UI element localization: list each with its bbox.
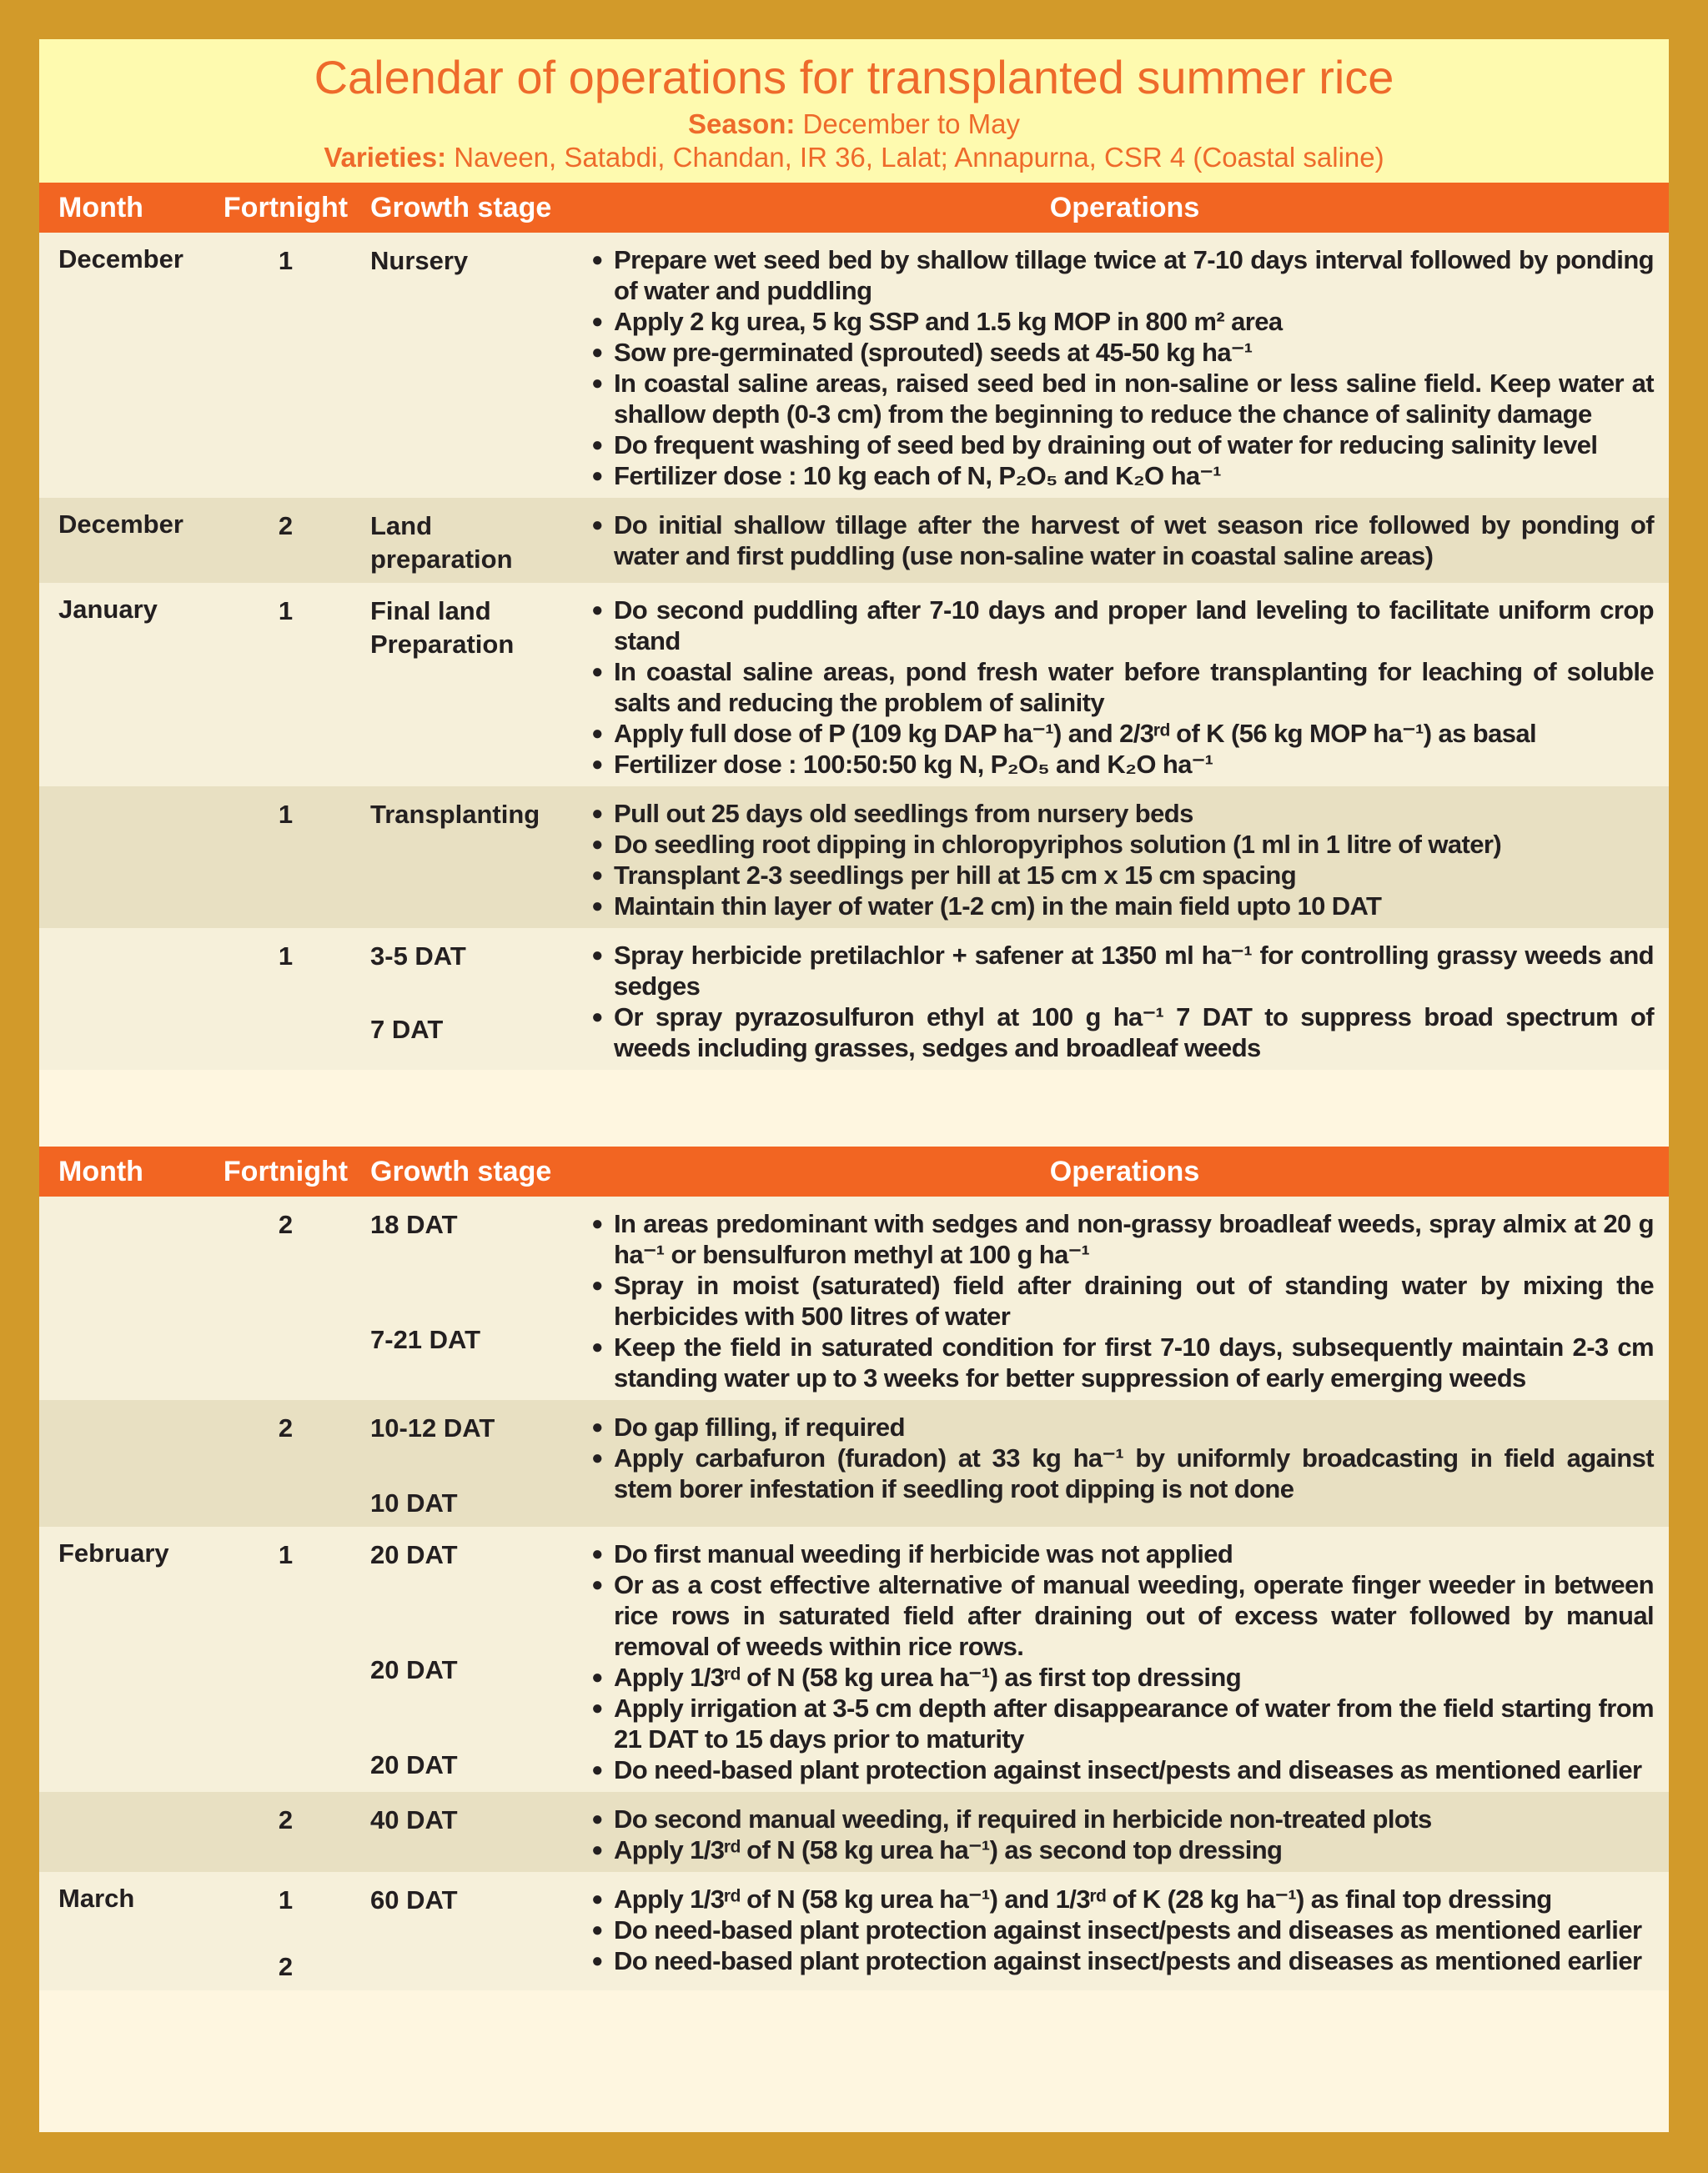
month-cell: December — [58, 244, 183, 274]
operations-cell — [580, 244, 1669, 491]
growth-stage: 10-12 DAT — [370, 1413, 495, 1443]
operation-text: Fertilizer dose : 100:50:50 kg N, P₂O₅ and K₂O ha⁻¹ — [614, 750, 1213, 779]
month-cell — [39, 1208, 213, 1393]
varieties-line — [39, 141, 1669, 174]
operation-text: Spray herbicide pretilachlor + safener at 1350 ml ha⁻¹ for controlling grassy weeds and sedges — [614, 941, 1654, 1001]
col-fortnight: Fortnight — [223, 191, 349, 223]
table-row — [39, 786, 1669, 928]
col-fortnight: Fortnight — [223, 1155, 349, 1187]
growth-stage: 7 DAT — [370, 1015, 444, 1044]
fortnight-cell — [213, 595, 359, 780]
fortnight-cell — [213, 940, 359, 1063]
month-cell: February — [58, 1538, 169, 1568]
operation-item — [580, 1884, 1654, 1915]
growth-stage-cell — [359, 595, 580, 780]
growth-stage: 7-21 DAT — [370, 1325, 481, 1354]
col-month: Month — [58, 1155, 143, 1187]
fortnight-cell — [213, 1884, 359, 1984]
col-month: Month — [58, 191, 143, 223]
operation-item — [580, 1662, 1654, 1693]
operation-item — [580, 306, 1654, 337]
operation-text: Apply irrigation at 3-5 cm depth after disappearance of water from the field starting from 21 DAT to 15 days prior to maturity — [614, 1694, 1654, 1754]
operation-text: In coastal saline areas, pond fresh water before transplanting for leaching of soluble salts and reducing the problem of salinity — [614, 657, 1654, 717]
bullet-icon: ● — [591, 1573, 603, 1596]
month-cell — [39, 798, 213, 921]
bullet-icon: ● — [591, 895, 603, 917]
table-row — [39, 1197, 1669, 1400]
operation-item — [580, 749, 1654, 780]
bullet-icon: ● — [591, 1697, 603, 1719]
varieties-label: Varieties: — [324, 142, 447, 173]
fortnight-value: 2 — [278, 511, 294, 540]
table-row — [39, 1527, 1669, 1792]
operation-item — [580, 1270, 1654, 1332]
operation-item — [580, 1569, 1654, 1662]
col-stage: Growth stage — [370, 1155, 552, 1187]
operation-text: Prepare wet seed bed by shallow tillage twice at 7-10 days interval followed by ponding of water and puddling — [614, 245, 1654, 305]
operation-text: Do frequent washing of seed bed by draining out of water for reducing salinity level — [614, 430, 1598, 459]
operation-text: Sow pre-germinated (sprouted) seeds at 45-50 kg ha⁻¹ — [614, 338, 1253, 367]
fortnight-value: 1 — [278, 941, 294, 971]
growth-stage: Nursery — [370, 246, 469, 275]
growth-stage-cell — [359, 244, 580, 491]
operation-item — [580, 1693, 1654, 1754]
operation-item — [580, 460, 1654, 491]
operation-text: Spray in moist (saturated) field after draining out of standing water by mixing the herbicides with 500 litres of water — [614, 1271, 1654, 1331]
bullet-icon: ● — [591, 944, 603, 966]
growth-stage: 20 DAT — [370, 1655, 458, 1684]
bullet-icon: ● — [591, 514, 603, 536]
growth-stage: 40 DAT — [370, 1805, 458, 1834]
operations-cell — [580, 595, 1669, 780]
bullet-icon: ● — [591, 864, 603, 886]
growth-stage-cell — [359, 798, 580, 921]
month-cell — [39, 1412, 213, 1520]
growth-stage: 20 DAT — [370, 1750, 458, 1779]
table-row — [39, 1400, 1669, 1527]
operations-cell — [580, 509, 1669, 576]
table-row — [39, 928, 1669, 1070]
growth-stage: 18 DAT — [370, 1210, 458, 1239]
table-row — [39, 1872, 1669, 1990]
bullet-icon: ● — [591, 1447, 603, 1469]
fortnight-cell — [213, 1804, 359, 1865]
season-line — [39, 108, 1669, 141]
table-row — [39, 1792, 1669, 1872]
operation-item — [580, 940, 1654, 1001]
season-label: Season: — [688, 108, 796, 139]
operation-item — [580, 1332, 1654, 1393]
growth-stage-cell — [359, 1804, 580, 1865]
bullet-icon: ● — [591, 599, 603, 621]
bullet-icon: ● — [591, 833, 603, 856]
bullet-icon: ● — [591, 248, 603, 271]
fortnight-value: 2 — [278, 1952, 294, 1981]
operation-text: Do seedling root dipping in chloropyriphos solution (1 ml in 1 litre of water) — [614, 830, 1502, 859]
fortnight-value: 1 — [278, 1885, 294, 1915]
growth-stage-cell — [359, 509, 580, 576]
fortnight-cell — [213, 509, 359, 576]
operation-item — [580, 368, 1654, 429]
operation-text: Apply 1/3ʳᵈ of N (58 kg urea ha⁻¹) and 1/3ʳᵈ of K (28 kg ha⁻¹) as final top dressing — [614, 1884, 1552, 1914]
operation-text: Maintain thin layer of water (1-2 cm) in the main field upto 10 DAT — [614, 891, 1382, 921]
bullet-icon: ● — [591, 1950, 603, 1972]
bullet-icon: ● — [591, 722, 603, 745]
operation-item — [580, 244, 1654, 306]
table-row — [39, 498, 1669, 583]
operation-text: Do need-based plant protection against insect/pests and diseases as mentioned earlier — [614, 1755, 1642, 1784]
bullet-icon: ● — [591, 1006, 603, 1028]
bullet-icon: ● — [591, 372, 603, 394]
col-stage: Growth stage — [370, 191, 552, 223]
bullet-icon: ● — [591, 1839, 603, 1861]
section-1 — [39, 233, 1669, 1070]
operation-text: Do initial shallow tillage after the harvest of wet season rice followed by ponding of water and first puddling (use non-saline water in coastal saline areas) — [614, 510, 1654, 570]
operation-item — [580, 1915, 1654, 1945]
operation-item — [580, 1538, 1654, 1569]
bullet-icon: ● — [591, 464, 603, 487]
bullet-icon: ● — [591, 802, 603, 825]
growth-stage: Preparation — [370, 630, 515, 659]
fortnight-value: 1 — [278, 596, 294, 625]
bullet-icon: ● — [591, 1274, 603, 1297]
operation-item — [580, 1754, 1654, 1785]
table-row — [39, 583, 1669, 786]
fortnight-cell — [213, 1412, 359, 1520]
col-operations: Operations — [1049, 1155, 1200, 1187]
bullet-icon: ● — [591, 753, 603, 775]
bullet-icon: ● — [591, 1666, 603, 1689]
operations-cell — [580, 1412, 1669, 1520]
varieties-value: Naveen, Satabdi, Chandan, IR 36, Lalat; Annapurna, CSR 4 (Coastal saline) — [454, 142, 1384, 173]
fortnight-cell — [213, 798, 359, 921]
operation-text: Apply full dose of P (109 kg DAP ha⁻¹) and 2/3ʳᵈ of K (56 kg MOP ha⁻¹) as basal — [614, 719, 1537, 748]
bullet-icon: ● — [591, 310, 603, 333]
growth-stage: Transplanting — [370, 800, 540, 829]
operation-item — [580, 1412, 1654, 1443]
operation-item — [580, 509, 1654, 571]
operation-item — [580, 718, 1654, 749]
operation-text: Apply 1/3ʳᵈ of N (58 kg urea ha⁻¹) as second top dressing — [614, 1835, 1283, 1864]
growth-stage: 3-5 DAT — [370, 941, 466, 971]
operation-text: Apply carbafuron (furadon) at 33 kg ha⁻¹ by uniformly broadcasting in field against stem borer infestation if seedling root dipping is not done — [614, 1443, 1654, 1503]
operation-text: Do need-based plant protection against insect/pests and diseases as mentioned earlier — [614, 1915, 1642, 1945]
growth-stage: Land preparation — [370, 511, 513, 574]
operation-item — [580, 860, 1654, 891]
bullet-icon: ● — [591, 434, 603, 456]
operation-item — [580, 891, 1654, 921]
bullet-icon: ● — [591, 1888, 603, 1910]
operation-item — [580, 1443, 1654, 1504]
growth-stage: 10 DAT — [370, 1488, 458, 1518]
fortnight-value: 2 — [278, 1805, 294, 1834]
operation-text: Transplant 2-3 seedlings per hill at 15 cm x 15 cm spacing — [614, 861, 1297, 890]
operation-item — [580, 656, 1654, 718]
month-cell: March — [58, 1884, 135, 1913]
operation-item — [580, 1001, 1654, 1063]
operation-item — [580, 798, 1654, 829]
growth-stage-cell — [359, 1538, 580, 1785]
page-title: Calendar of operations for transplanted summer rice — [314, 51, 1394, 103]
operations-cell — [580, 1804, 1669, 1865]
operation-text: Pull out 25 days old seedlings from nursery beds — [614, 799, 1193, 828]
bullet-icon: ● — [591, 1416, 603, 1438]
growth-stage: 60 DAT — [370, 1885, 458, 1915]
operations-cell — [580, 1884, 1669, 1984]
month-cell: January — [58, 595, 158, 624]
fortnight-value: 1 — [278, 800, 294, 829]
growth-stage-cell — [359, 1412, 580, 1520]
operation-item — [580, 829, 1654, 860]
fortnight-cell — [213, 1208, 359, 1393]
operation-text: Apply 2 kg urea, 5 kg SSP and 1.5 kg MOP in 800 m² area — [614, 307, 1283, 336]
operation-item — [580, 595, 1654, 656]
operation-text: Fertilizer dose : 10 kg each of N, P₂O₅ and K₂O ha⁻¹ — [614, 461, 1222, 490]
operations-cell — [580, 940, 1669, 1063]
operation-text: Or as a cost effective alternative of manual weeding, operate finger weeder in between rice rows in saturated field after draining out of excess water followed by manual removal of weeds within rice rows. — [614, 1570, 1654, 1661]
bullet-icon: ● — [591, 1919, 603, 1941]
operation-text: In areas predominant with sedges and non-grassy broadleaf weeds, spray almix at 20 g ha⁻¹ or bensulfuron methyl at 100 g ha⁻¹ — [614, 1209, 1654, 1269]
operation-text: Do first manual weeding if herbicide was not applied — [614, 1539, 1233, 1568]
bullet-icon: ● — [591, 1336, 603, 1358]
column-header-2 — [39, 1147, 1669, 1197]
growth-stage: Final land — [370, 596, 491, 625]
growth-stage-cell — [359, 1208, 580, 1393]
operation-item — [580, 1945, 1654, 1976]
column-header-1 — [39, 183, 1669, 233]
fortnight-value: 2 — [278, 1413, 294, 1443]
bullet-icon: ● — [591, 1759, 603, 1781]
operations-cell — [580, 1208, 1669, 1393]
operation-text: Apply 1/3ʳᵈ of N (58 kg urea ha⁻¹) as first top dressing — [614, 1663, 1242, 1692]
fortnight-value: 1 — [278, 246, 294, 275]
season-value: December to May — [802, 108, 1020, 139]
month-cell — [39, 940, 213, 1063]
operations-cell — [580, 1538, 1669, 1785]
bullet-icon: ● — [591, 1212, 603, 1235]
growth-stage-cell — [359, 1884, 580, 1984]
operation-text: Keep the field in saturated condition for first 7-10 days, subsequently maintain 2-3 cm standing water up to 3 weeks for better suppression of early emerging weeds — [614, 1332, 1654, 1393]
growth-stage-cell — [359, 940, 580, 1063]
col-operations: Operations — [1049, 191, 1200, 223]
operation-text: Do second puddling after 7-10 days and proper land leveling to facilitate uniform crop stand — [614, 595, 1654, 655]
operation-item — [580, 1804, 1654, 1834]
operation-item — [580, 429, 1654, 460]
fortnight-value: 1 — [278, 1540, 294, 1569]
bullet-icon: ● — [591, 341, 603, 364]
fortnight-value: 2 — [278, 1210, 294, 1239]
section-gap — [39, 1070, 1669, 1147]
operation-text: Do need-based plant protection against insect/pests and diseases as mentioned earlier — [614, 1946, 1642, 1975]
operation-text: In coastal saline areas, raised seed bed in non-saline or less saline field. Keep water at shallow depth (0-3 cm) from the beginning to reduce the chance of salinity damage — [614, 369, 1654, 429]
calendar-sheet — [39, 39, 1669, 2132]
section-2 — [39, 1197, 1669, 1990]
operation-text: Do second manual weeding, if required in herbicide non-treated plots — [614, 1804, 1432, 1834]
operation-item — [580, 1834, 1654, 1865]
fortnight-cell — [213, 244, 359, 491]
bullet-icon: ● — [591, 660, 603, 683]
operation-text: Do gap filling, if required — [614, 1413, 905, 1442]
operation-item — [580, 1208, 1654, 1270]
month-cell — [39, 1804, 213, 1865]
bullet-icon: ● — [591, 1808, 603, 1830]
bullet-icon: ● — [591, 1543, 603, 1565]
header — [39, 39, 1669, 183]
table-row — [39, 233, 1669, 498]
operation-item — [580, 337, 1654, 368]
growth-stage: 20 DAT — [370, 1540, 458, 1569]
fortnight-cell — [213, 1538, 359, 1785]
month-cell: December — [58, 509, 183, 539]
operations-cell — [580, 798, 1669, 921]
operation-text: Or spray pyrazosulfuron ethyl at 100 g ha⁻¹ 7 DAT to suppress broad spectrum of weeds including grasses, sedges and broadleaf weeds — [614, 1002, 1654, 1062]
